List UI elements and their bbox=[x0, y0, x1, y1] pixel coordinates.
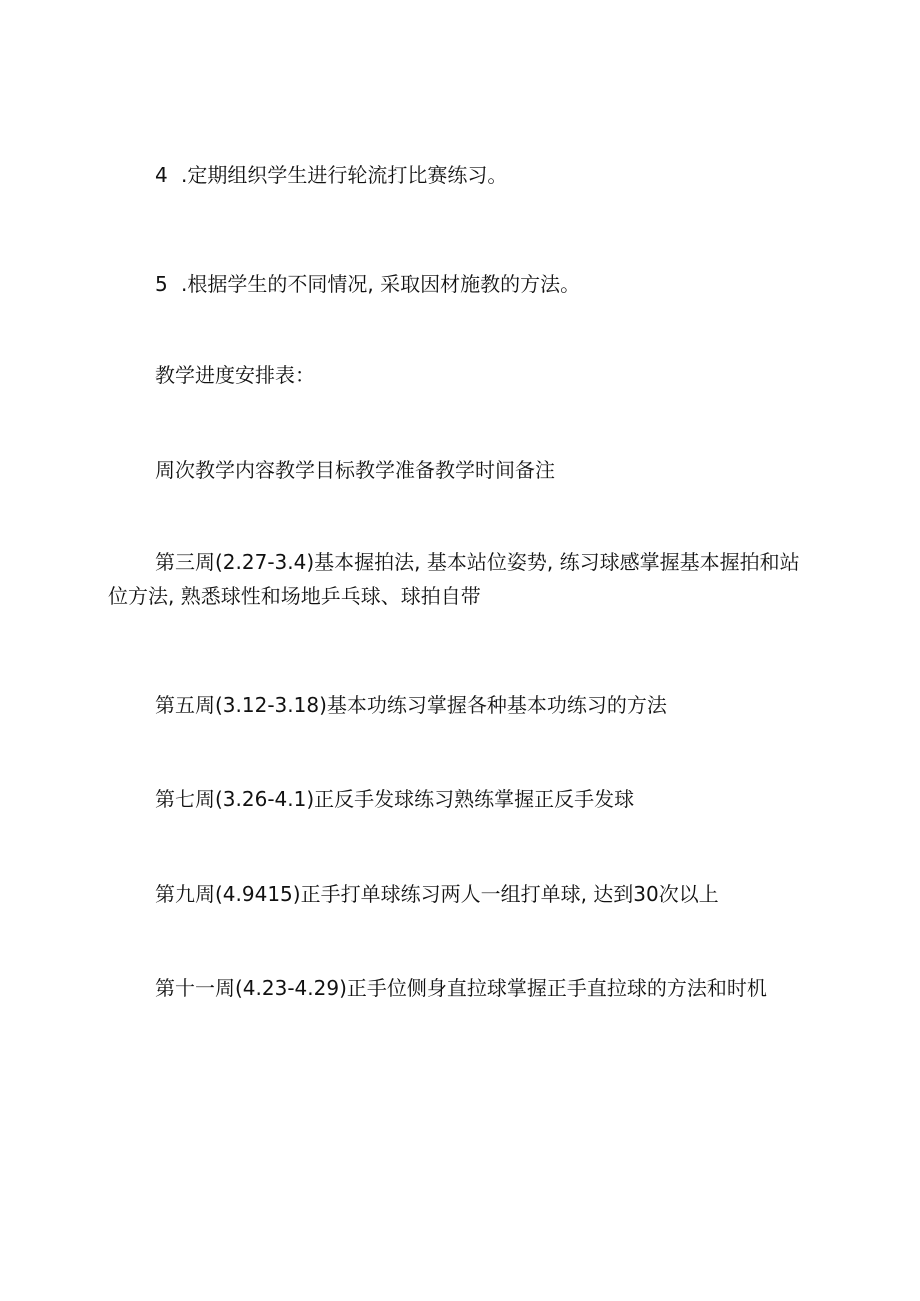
list-item-4 bbox=[108, 158, 808, 192]
schedule-row-week-9: 第九周(4.9415)正手打单球练习两人一组打单球, 达到30次以上 bbox=[155, 882, 719, 906]
schedule-row-week-7: 第七周(3.26-4.1)正反手发球练习熟练掌握正反手发球 bbox=[155, 787, 635, 811]
schedule-heading: 教学进度安排表： bbox=[155, 363, 315, 387]
schedule-row-week-11: 第十一周(4.23-4.29)正手位侧身直拉球掌握正手直拉球的方法和时机 bbox=[155, 976, 767, 1000]
schedule-row-week-3: 第三周(2.27-3.4)基本握拍法, 基本站位姿势, 练习球感掌握基本握拍和站位方法, 熟悉球性和场地乒乓球、球拍自带 bbox=[108, 550, 800, 608]
list-number: 4 bbox=[155, 163, 168, 187]
list-item-5 bbox=[108, 267, 808, 301]
schedule-column-headers: 周次教学内容教学目标教学准备教学时间备注 bbox=[155, 458, 555, 482]
schedule-row-week-5: 第五周(3.12-3.18)基本功练习掌握各种基本功练习的方法 bbox=[155, 693, 667, 717]
list-item-text: .根据学生的不同情况, 采取因材施教的方法。 bbox=[181, 272, 581, 296]
list-item-text: .定期组织学生进行轮流打比赛练习。 bbox=[181, 163, 508, 187]
list-number: 5 bbox=[155, 272, 168, 296]
